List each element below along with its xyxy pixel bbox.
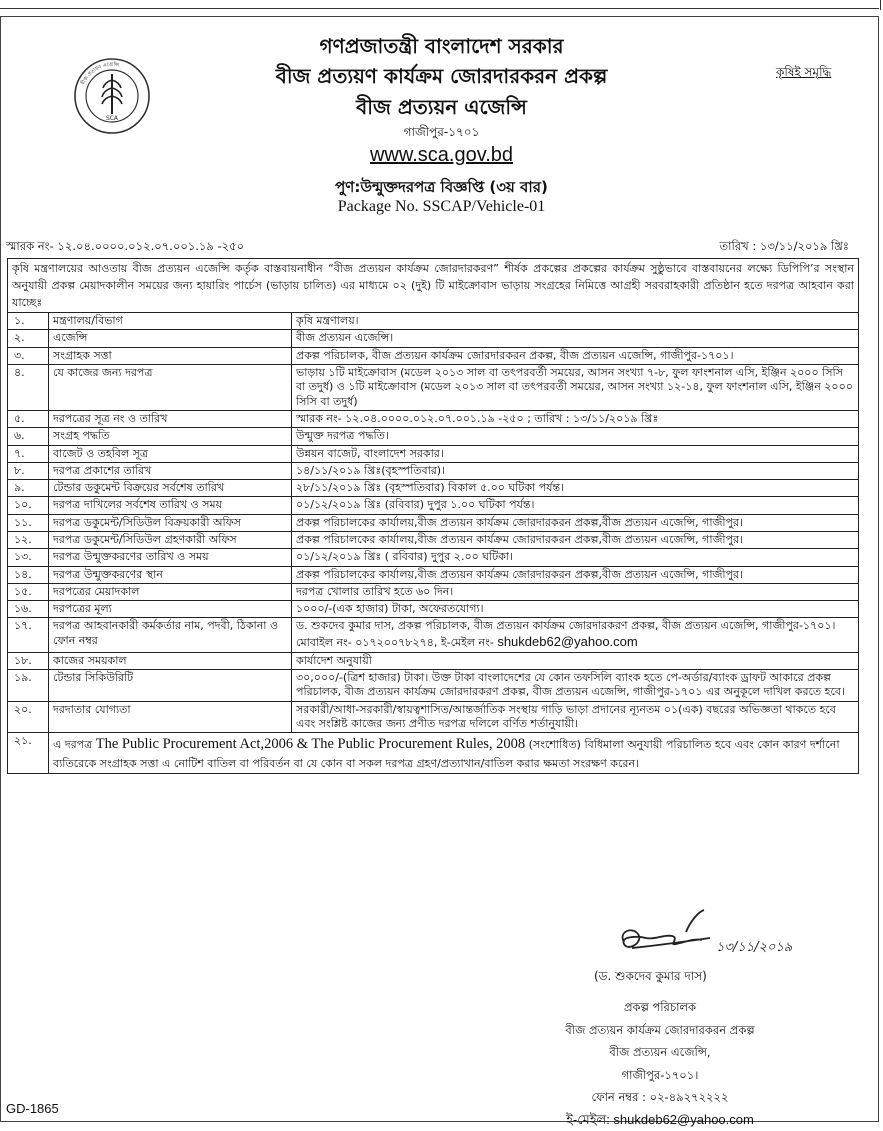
notice-title: পুণ:উন্মুক্তদরপত্র বিজ্ঞপ্তি (৩য় বার) xyxy=(0,176,883,201)
row-value xyxy=(292,313,859,330)
row-value-text: ভাড়ায় ১টি মাইক্রোবাস (মডেল ২০১৩ সাল বা তৎপরবর্তী সময়ের, আসন সংখ্যা ৭-৮, ফুল ফাংশনাল এসি, ইঞ্জিন ২০০০ সিসি বা তদুর্ধ) ও ১টি মাইক্রোবাস (মডেল ২০১৩ সাল বা তৎপরবর্তী সময়ের, আসন সংখ্যা ১২-১৪, ফুল ফাংশনাল এসি, ইঞ্জিন ২০০০ সিসি বা তদুর্ধ) xyxy=(296,366,853,408)
memo-number: স্মারক নং- ১২.০৪.০০০০.০১২.০৭.০০১.১৯ -২৫০ xyxy=(6,238,244,257)
row-label: কাজের সময়কাল xyxy=(49,652,292,669)
row-value xyxy=(292,480,859,497)
row-value xyxy=(292,532,859,549)
row-value xyxy=(292,566,859,583)
row-number: ৮. xyxy=(8,462,49,479)
act-note-pre: এ দরপত্র xyxy=(53,738,96,751)
row-label: দরপত্র ডকুমেন্ট/সিডিউল বিক্রয়কারী অফিস xyxy=(49,514,292,531)
table-row xyxy=(8,428,859,445)
row-value xyxy=(292,347,859,364)
table-row xyxy=(8,701,859,733)
row-value xyxy=(292,462,859,479)
tagline: কৃষিই সমৃদ্ধি xyxy=(776,64,831,84)
row-value-text: প্রকল্প পরিচালকের কার্যালয়,বীজ প্রত্যয়ন কার্যক্রম জোরদারকরন প্রকল্প,বীজ প্রত্যয়ন এজেন্সি, গাজীপুর। xyxy=(296,568,743,581)
row-number: ১১. xyxy=(8,514,49,531)
row-value-text: ২৮/১১/২০১৯ খ্রিঃ (বৃহস্পতিবার) বিকাল ৫.০০ ঘটিকা পর্যন্ত। xyxy=(296,481,564,494)
signatory-phone: ফোন নম্বর : ০২-৪৯২৭২২২২ xyxy=(500,1086,820,1109)
intro-row xyxy=(8,259,859,313)
row-value-text: উন্নয়ন বাজেট, বাংলাদেশ সরকার। xyxy=(296,447,444,460)
row-value xyxy=(292,669,859,701)
row-label: বাজেট ও তহবিল সূত্র xyxy=(49,445,292,462)
row-value xyxy=(292,428,859,445)
svg-text:বীজ প্রত্যয়ন এজেন্সি: বীজ প্রত্যয়ন এজেন্সি xyxy=(79,62,119,87)
row-value xyxy=(292,497,859,514)
row-value-text: প্রকল্প পরিচালকের কার্যালয়,বীজ প্রত্যয়ন কার্যক্রম জোরদারকরন প্রকল্প,বীজ প্রত্যয়ন এজেন্সি, গাজীপুর। xyxy=(296,516,743,529)
row-number: ৪. xyxy=(8,365,49,411)
footer-code: GD-1865 xyxy=(6,1101,59,1116)
row-number: ৭. xyxy=(8,445,49,462)
row-value-text: দরপত্র খোলার তারিখ হতে ৬০ দিন। xyxy=(296,585,453,598)
row-label: এজেন্সি xyxy=(49,330,292,347)
row-number: ১. xyxy=(8,313,49,330)
row-number: ২. xyxy=(8,330,49,347)
row-label: দরপত্র প্রকাশের তারিখ xyxy=(49,462,292,479)
act-note-act: The Public Procurement Act,2006 & The Public Procurement Rules, 2008 xyxy=(96,736,525,752)
signatory-project: বীজ প্রত্যয়ন কার্যক্রম জোরদারকরন প্রকল্প xyxy=(500,1019,820,1042)
table-row xyxy=(8,566,859,583)
row-label: দরপত্র উন্মুক্তকরণের স্থান xyxy=(49,566,292,583)
row-value-text: উন্মুক্ত দরপত্র পদ্ধতি। xyxy=(296,429,389,442)
memo-date: তারিখ : ১৩/১১/২০১৯ খ্রিঃ xyxy=(720,238,849,257)
row-value xyxy=(292,410,859,427)
table-row xyxy=(8,514,859,531)
table-row xyxy=(8,365,859,411)
row-label: সংগ্রহ পদ্ধতি xyxy=(49,428,292,445)
row-value xyxy=(292,549,859,566)
table-row xyxy=(8,583,859,600)
table-row xyxy=(8,410,859,427)
row-value-text: ০১/১২/২০১৯ খ্রিঃ (রবিবার) দুপুর ১.০০ ঘটিকা পর্যন্ত। xyxy=(296,498,534,511)
row-label: মন্ত্রণালয়/বিভাগ xyxy=(49,313,292,330)
row-label: দরপত্র দাখিলের সর্বশেষ তারিখ ও সময় xyxy=(49,497,292,514)
tender-table xyxy=(7,258,859,774)
table-row xyxy=(8,497,859,514)
row-value-text: কার্যাদেশ অনুযায়ী xyxy=(296,654,372,667)
procurement-act-note xyxy=(49,733,859,774)
row-number: ১০. xyxy=(8,497,49,514)
row-label: দরপত্র আহবানকারী কর্মকর্তার নাম, পদবী, ঠিকানা ও ফোন নম্বর xyxy=(49,618,292,652)
signatory-city: গাজীপুর-১৭০১। xyxy=(500,1064,820,1087)
row-value-text: সরকারী/আধা-সরকারী/স্বায়ত্বশাসিত/আন্তর্জাতিক সংস্থায় গাড়ি ভাড়া প্রদানের ন্যূনতম ০১(এক) বছরের অভিজ্ঞতা থাকতে হবে এবং সংশ্লিষ্ট কাজের জন্য প্রণীত দরপত্র দলিলে বর্ণিত শর্তানুযায়ী। xyxy=(296,703,836,730)
table-row xyxy=(8,549,859,566)
package-number: Package No. SSCAP/Vehicle-01 xyxy=(0,198,883,216)
row-value-text: ড. শুকদেব কুমার দাস, প্রকল্প পরিচালক, বীজ প্রত্যয়ন কার্যক্রম জোরদারকরণ প্রকল্প, বীজ প্রত্যয়ন এজেন্সি, গাজীপুর-১৭০১। মোবাইল নং- ০১৭২০০৭৮২৭৪, ই-মেইল নং- xyxy=(296,619,835,648)
row-number: ১২. xyxy=(8,532,49,549)
row-value-text: প্রকল্প পরিচালকের কার্যালয়,বীজ প্রত্যয়ন কার্যক্রম জোরদারকরন প্রকল্প,বীজ প্রত্যয়ন এজেন্সি, গাজীপুর। xyxy=(296,533,743,546)
table-row xyxy=(8,618,859,652)
row-number: ১৫. xyxy=(8,583,49,600)
row-label: দরপত্রের মূল্য xyxy=(49,601,292,618)
project-title: বীজ প্রত্যয়ণ কার্যক্রম জোরদারকরন প্রকল্প xyxy=(0,62,883,95)
row-value-text: ১৪/১১/২০১৯ খ্রিঃ(বৃহস্পতিবার)। xyxy=(296,464,445,477)
row-label: দরপত্রের সূত্র নং ও তারিখ xyxy=(49,410,292,427)
row-label: দরপত্র ডকুমেন্ট/সিডিউল গ্রহণকারী অফিস xyxy=(49,532,292,549)
row-value-text: স্মারক নং- ১২.০৪.০০০০.০১২.০৭.০০১.১৯ -২৫০ ; তারিখ : ১৩/১১/২০১৯ খ্রিঃ xyxy=(296,412,658,425)
row-label: দরপত্র উন্মুক্তকরণের তারিখ ও সময় xyxy=(49,549,292,566)
row-label: যে কাজের জন্য দরপত্র xyxy=(49,365,292,411)
row-number: ১৪. xyxy=(8,566,49,583)
row-number: ১৬. xyxy=(8,601,49,618)
table-row xyxy=(8,313,859,330)
officer-email-link[interactable]: shukdeb62@yahoo.com xyxy=(497,634,637,649)
table-row xyxy=(8,462,859,479)
signatory-designation: প্রকল্প পরিচালক xyxy=(500,996,820,1019)
row-value-text: কৃষি মন্ত্রণালয়। xyxy=(296,314,359,327)
row-value-text: প্রকল্প পরিচালক, বীজ প্রত্যয়ন কার্যক্রম জোরদারকরন প্রকল্প, বীজ প্রত্যয়ন এজেন্সি, গাজীপুর-১৭০১। xyxy=(296,349,734,362)
row-value xyxy=(292,514,859,531)
row-number: ১৮. xyxy=(8,652,49,669)
row-label: সংগ্রাহক সত্তা xyxy=(49,347,292,364)
intro-text: কৃষি মন্ত্রণালয়ের আওতায় বীজ প্রত্যয়ন এজেন্সি কর্তৃক বাস্তবায়নাধীন “বীজ প্রত্যয়ন কার্যক্রম জোরদারকরণ” শীর্ষক প্রকল্পের প্রকল্পের কার্যক্রম সুষ্ঠুভাবে বাস্তবায়নের লক্ষ্যে ডিপিপি’র সংস্থান অনুযায়ী প্রকল্প মেয়াদকালীন সময়ের জন্য হায়ারিং পার্চেস (ভাড়ায় চালিত) এর মাধ্যমে ০২ (দুই) টি মাইক্রোবাস ভাড়ায় সংগ্রহের নিমিত্তে আগ্রহী সরবরাহকারী প্রতিষ্ঠান হতে দরপত্র আহবান করা যাচ্ছেঃ xyxy=(8,259,859,313)
row-value xyxy=(292,652,859,669)
row-number: ১৯. xyxy=(8,669,49,701)
table-row xyxy=(8,480,859,497)
svg-text:SCA: SCA xyxy=(106,115,119,122)
agency-title: বীজ প্রত্যয়ন এজেন্সি xyxy=(0,93,883,126)
row-number: ১৭. xyxy=(8,618,49,652)
row-number: ২০. xyxy=(8,701,49,733)
signature-date: ১৩/১১/২০১৯ xyxy=(716,938,792,959)
row-number: ৫. xyxy=(8,410,49,427)
signatory-agency: বীজ প্রত্যয়ন এজেন্সি, xyxy=(500,1041,820,1064)
row-value xyxy=(292,601,859,618)
top-border xyxy=(0,0,883,14)
row-value xyxy=(292,445,859,462)
table-row xyxy=(8,733,859,774)
table-row xyxy=(8,445,859,462)
table-row xyxy=(8,601,859,618)
row-number: ১৩. xyxy=(8,549,49,566)
table-row xyxy=(8,669,859,701)
row-value xyxy=(292,701,859,733)
row-label: দরদাতার যোগ্যতা xyxy=(49,701,292,733)
row-value xyxy=(292,618,859,652)
website-link[interactable]: www.sca.gov.bd xyxy=(0,144,883,167)
row-label: টেন্ডার ডকুমেন্ট বিক্রয়ের সর্বশেষ তারিখ xyxy=(49,480,292,497)
row-number: ৩. xyxy=(8,347,49,364)
agency-address: গাজীপুর-১৭০১ xyxy=(0,124,883,144)
table-row xyxy=(8,330,859,347)
row-value-text: বীজ প্রত্যয়ন এজেন্সি। xyxy=(296,331,393,344)
table-row xyxy=(8,652,859,669)
row-value xyxy=(292,330,859,347)
government-title: গণপ্রজাতন্ত্রী বাংলাদেশ সরকার xyxy=(0,32,883,65)
table-row xyxy=(8,532,859,549)
row-value-text: ৩০,০০০/-(ত্রিশ হাজার) টাকা। উক্ত টাকা বাংলাদেশের যে কোন তফসিলি ব্যাংক হতে পে-অর্ডার/ব্যাংক ড্রাফট আকারে প্রকল্প পরিচালক, বীজ প্রত্যয়ন কার্যক্রম জোরদারকরণ প্রকল্প, বীজ প্রত্যয়ন এজেন্সি, গাজীপুর-১৭০১ এর অনুকূলে দাখিল করতে হবে। xyxy=(296,671,845,698)
act-note-post: (সংশোধিত) বিধিমালা অনুযায়ী পরিচালিত হবে এবং কোন কারণ দর্শানো ব্যতিরেকে সংগ্রাহক সত্তা এ নোটিশ বাতিল বা পরিবর্তন বা যে কোন বা সকল দরপত্র গ্রহণ/প্রত্যাখান/বাতিল করার ক্ষমতা সংরক্ষণ করেন। xyxy=(53,738,840,770)
signature-block xyxy=(500,996,820,1131)
row-number: ৯. xyxy=(8,480,49,497)
row-value xyxy=(292,583,859,600)
row-value xyxy=(292,365,859,411)
row-value-text: ০১/১২/২০১৯ খ্রিঃ ( রবিবার) দুপুর ২.০০ ঘটিকা। xyxy=(296,550,513,563)
signatory-name: (ড. শুকদেব কুমার দাস) xyxy=(594,968,707,988)
row-value-text: ১০০০/-(এক হাজার) টাকা, অফেরতযোগ্য। xyxy=(296,602,484,615)
table-row xyxy=(8,347,859,364)
row-label: টেন্ডার সিকিউরিটি xyxy=(49,669,292,701)
row-number: ২১. xyxy=(8,733,49,774)
row-number: ৬. xyxy=(8,428,49,445)
row-label: দরপত্রের মেয়াদকাল xyxy=(49,583,292,600)
signatory-email: ই-মেইল: shukdeb62@yahoo.com xyxy=(500,1109,820,1131)
